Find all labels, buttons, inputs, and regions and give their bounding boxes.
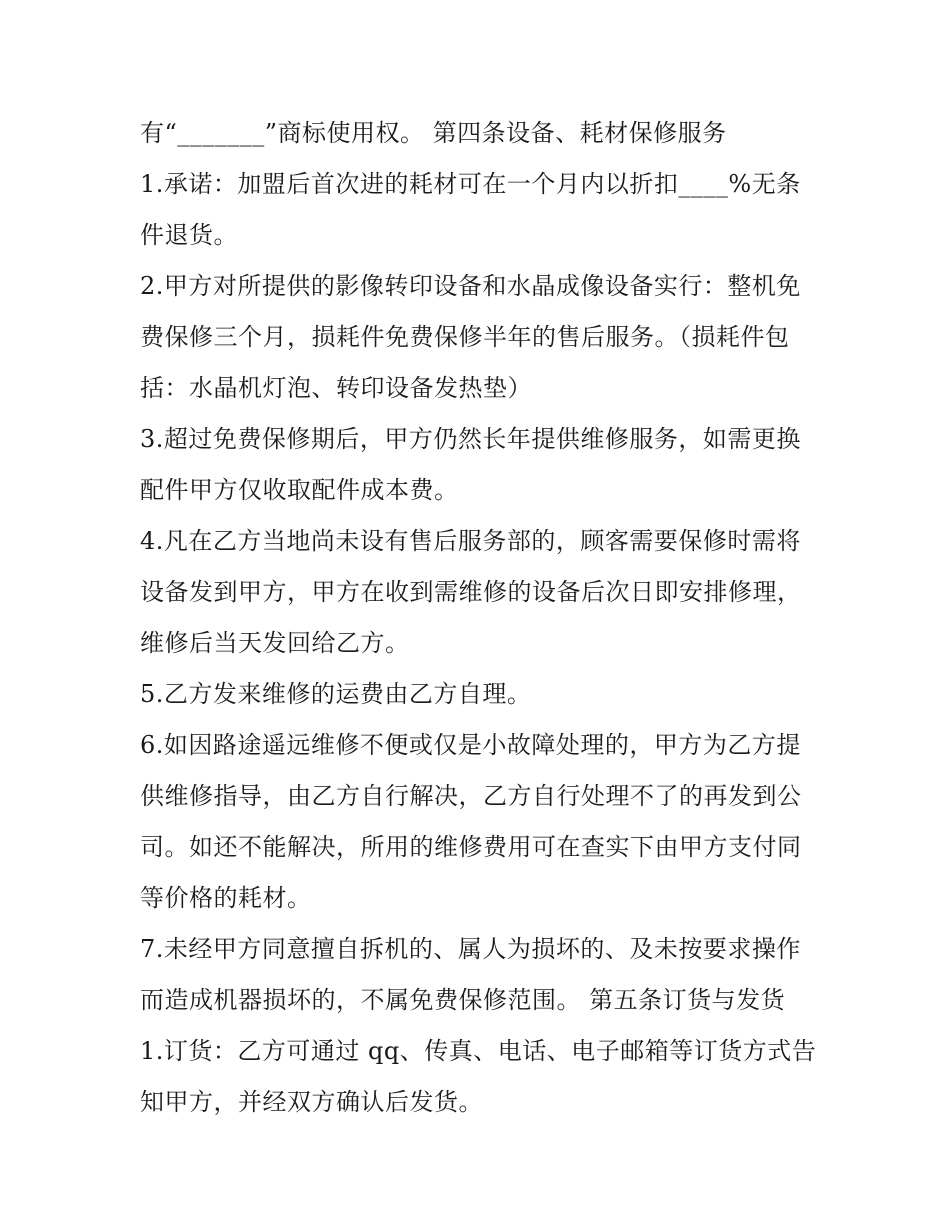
text-line: 5.乙方发来维修的运费由乙方自理。 [140,680,532,708]
text-line: 知甲方，并经双方确认后发货。 [140,1088,483,1116]
text-line: 有“_______”商标使用权。 第四条设备、耗材保修服务 [140,119,727,147]
text-line: 6.如因路途遥远维修不便或仅是小故障处理的，甲方为乙方提 [140,731,801,759]
text-line: 1.订货：乙方可通过 qq、传真、电话、电子邮箱等订货方式告 [140,1037,817,1065]
text-line: 括：水晶机灯泡、转印设备发热垫） [140,374,532,402]
text-line: 3.超过免费保修期后，甲方仍然长年提供维修服务，如需更换 [140,425,801,453]
text-line: 7.未经甲方同意擅自拆机的、属人为损坏的、及未按要求操作 [140,935,801,963]
text-line: 4.凡在乙方当地尚未设有售后服务部的，顾客需要保修时需将 [140,527,801,555]
text-line: 1.承诺：加盟后首次进的耗材可在一个月内以折扣____%无条 [140,170,801,198]
text-line: 等价格的耗材。 [140,884,312,912]
text-line: 配件甲方仅收取配件成本费。 [140,476,459,504]
document-body [140,108,830,1128]
text-line: 供维修指导，由乙方自行解决，乙方自行处理不了的再发到公 [140,782,802,810]
text-line: 2.甲方对所提供的影像转印设备和水晶成像设备实行：整机免 [140,272,801,300]
text-line: 费保修三个月，损耗件免费保修半年的售后服务。（损耗件包 [140,323,790,351]
text-line: 司。如还不能解决，所用的维修费用可在查实下由甲方支付同 [140,833,802,861]
text-line: 设备发到甲方，甲方在收到需维修的设备后次日即安排修理， [140,578,802,606]
text-line: 件退货。 [140,221,238,249]
text-line: 而造成机器损坏的，不属免费保修范围。 第五条订货与发货 [140,986,786,1014]
text-line: 维修后当天发回给乙方。 [140,629,410,657]
